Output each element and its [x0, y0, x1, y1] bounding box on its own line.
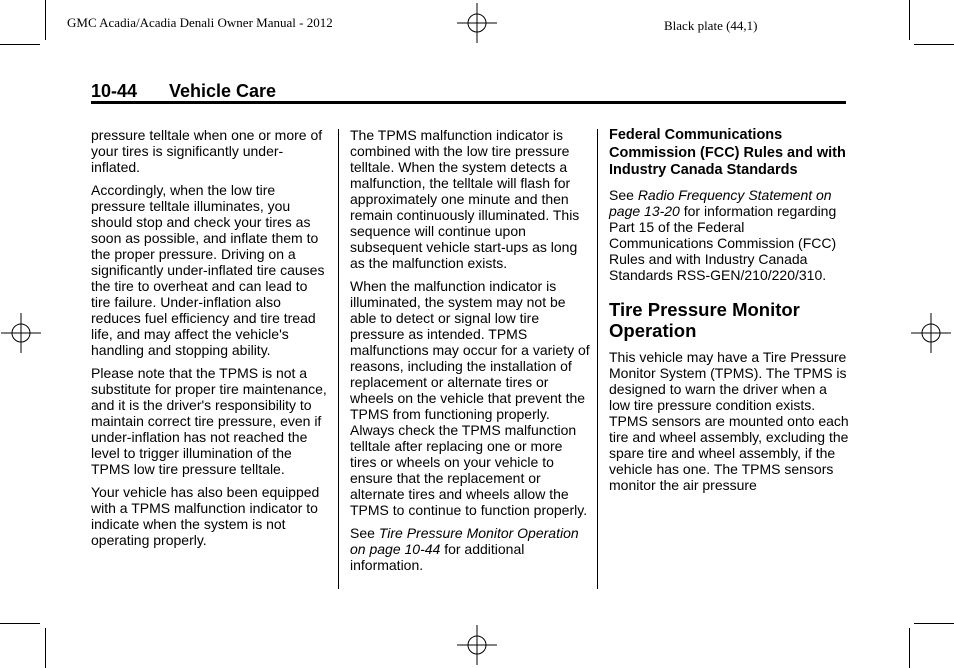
- paragraph: Accordingly, when the low tire pressure telltale illuminates, you should stop and check your tires as soon as possible, and inflate them to the proper pressure. Driving on a significantly under-inflated tire causes the tire to overheat and can lead to tire failure. Under-inflation also reduces fuel efficiency and tire tread life, and may affect the vehicle's handling and stopping ability.: [91, 182, 325, 358]
- crop-mark: [909, 628, 910, 668]
- column-3: [609, 127, 849, 500]
- running-header: [91, 81, 276, 102]
- registration-mark-bottom: [457, 625, 497, 665]
- fcc-pre: See: [609, 186, 638, 203]
- column-divider: [338, 129, 339, 589]
- crop-mark: [45, 0, 46, 40]
- page-number: 10-44: [91, 81, 138, 101]
- paragraph: Please note that the TPMS is not a substitute for proper tire maintenance, and it is the driver's responsibility to maintain correct tire pressure, even if under-inflation has not reached the level to trigger illumination of the TPMS low tire pressure telltale.: [91, 365, 327, 477]
- crop-mark: [914, 44, 954, 45]
- crop-mark: [0, 623, 40, 624]
- registration-mark-top: [457, 3, 497, 43]
- crop-mark: [0, 44, 40, 45]
- cross-reference: [350, 525, 590, 573]
- crop-mark: [914, 623, 954, 624]
- registration-mark-right: [911, 313, 951, 353]
- section-title: Vehicle Care: [169, 81, 277, 101]
- paragraph: pressure telltale when one or more of your tires is significantly under-inflated.: [91, 127, 323, 175]
- paragraph: When the malfunction indicator is illuminated, the system may not be able to detect or signal low tire pressure as intended. TPMS malfunctions may occur for a variety of reasons, including the installation of replacement or alternate tires or wheels on the vehicle that prevent the TPMS from functioning properly. Always check the TPMS malfunction telltale after replacing one or more tires or wheels on your vehicle to ensure that the replacement or alternate tires and wheels allow the TPMS to continue to function properly.: [350, 278, 590, 518]
- column-1: [91, 127, 329, 555]
- tpm-heading: Tire Pressure Monitor Operation: [609, 298, 800, 341]
- xref-link[interactable]: Tire Pressure Monitor Operation on page 10-44: [350, 525, 579, 557]
- crop-mark: [45, 628, 46, 668]
- registration-mark-left: [1, 313, 41, 353]
- tpm-paragraph: This vehicle may have a Tire Pressure Monitor System (TPMS). The TPMS is designed to warn the driver when a low tire pressure condition exists. TPMS sensors are mounted onto each tire and wheel assembly, excluding the spare tire and wheel assembly, if the vehicle has one. The TPMS sensors monitor the air pressure: [609, 348, 849, 493]
- column-2: [350, 127, 590, 580]
- fcc-post: for information regarding Part 15 of the Federal Communications Commission (FCC) Rules and with Industry Canada Standards RSS-GEN/210/220/310.: [609, 202, 837, 283]
- column-divider: [597, 129, 598, 589]
- fcc-link[interactable]: Radio Frequency Statement on page 13-20: [609, 186, 832, 219]
- plate-title: GMC Acadia/Acadia Denali Owner Manual - 2012: [67, 15, 333, 30]
- xref-post: for additional information.: [350, 541, 525, 573]
- fcc-paragraph: [609, 187, 849, 283]
- paragraph: The TPMS malfunction indicator is combined with the low tire pressure telltale. When the system detects a malfunction, the telltale will flash for approximately one minute and then remain continuously illuminated. This sequence will continue upon subsequent vehicle start-ups as long as the malfunction exists.: [350, 127, 580, 271]
- header-rule: [91, 101, 846, 104]
- crop-mark: [909, 0, 910, 40]
- xref-pre: See: [350, 525, 379, 541]
- plate-id: Black plate (44,1): [664, 18, 758, 33]
- fcc-heading: Federal Communications Commission (FCC) Rules and with Industry Canada Standards: [609, 127, 846, 178]
- paragraph: Your vehicle has also been equipped with a TPMS malfunction indicator to indicate when the system is not operating properly.: [91, 484, 320, 548]
